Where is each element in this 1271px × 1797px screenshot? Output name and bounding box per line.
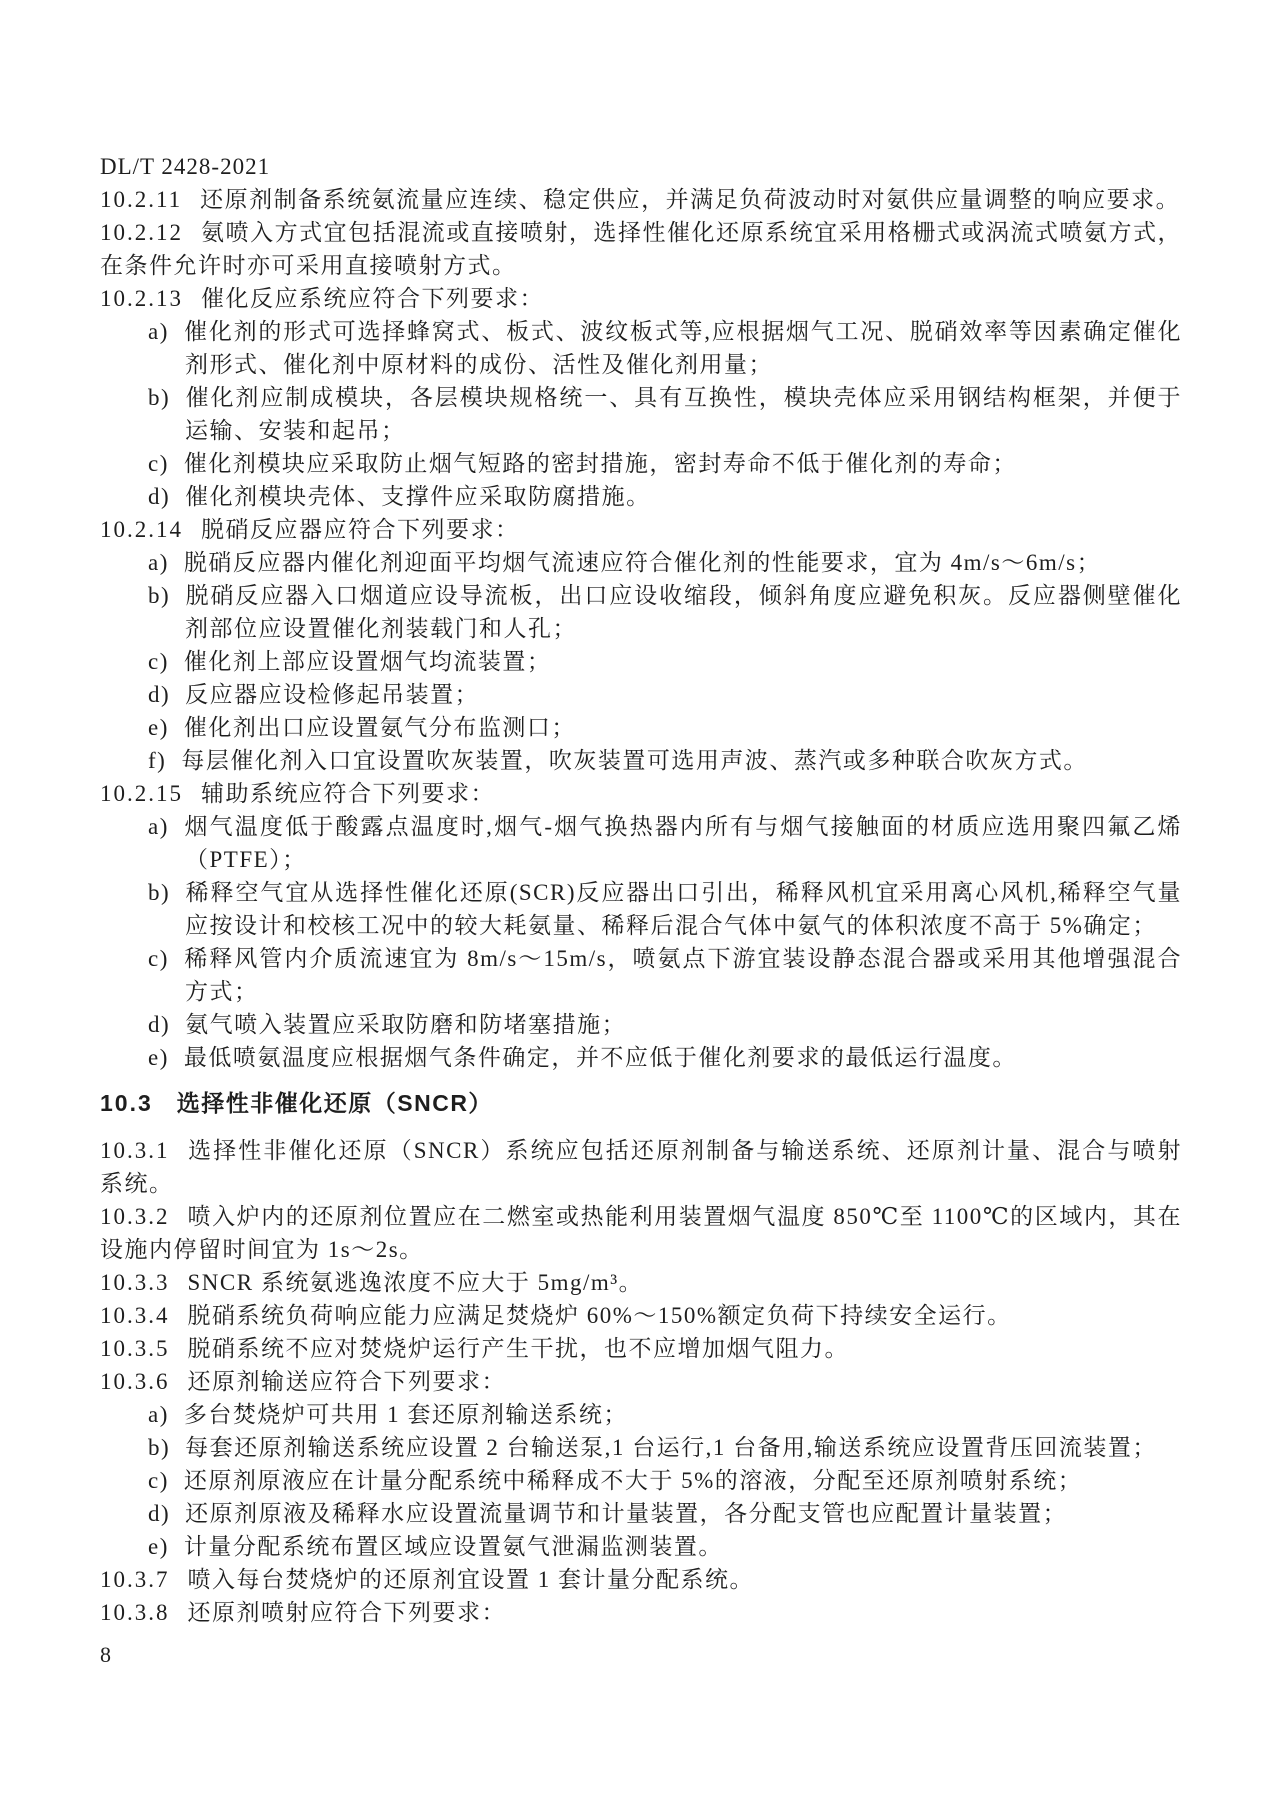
clause-10.3.4	[100, 1299, 1182, 1332]
item-letter: f)	[148, 748, 167, 773]
list-item-b	[100, 579, 1182, 645]
clause-text: 喷入每台焚烧炉的还原剂宜设置 1 套计量分配系统。	[187, 1567, 754, 1592]
clause-text: 每层催化剂入口宜设置吹灰装置，吹灰装置可选用声波、蒸汽或多种联合吹灰方式。	[181, 748, 1088, 773]
clause-text: 还原剂喷射应符合下列要求：	[187, 1600, 506, 1625]
item-letter: c)	[148, 1468, 169, 1493]
document-header: DL/T 2428-2021	[100, 154, 271, 179]
list-item-e	[100, 1530, 1182, 1563]
clause-text: 最低喷氨温度应根据烟气条件确定，并不应低于催化剂要求的最低运行温度。	[183, 1045, 1017, 1070]
clause-number: 10.3.3	[100, 1270, 170, 1295]
list-item-d	[100, 1008, 1182, 1041]
item-letter: e)	[148, 715, 169, 740]
clause-text: 烟气温度低于酸露点温度时,烟气-烟气换热器内所有与烟气接触面的材质应选用聚四氟乙烯（PTFE）；	[183, 814, 1182, 872]
clause-text: 还原剂输送应符合下列要求：	[187, 1369, 506, 1394]
item-letter: b)	[148, 1435, 171, 1460]
clause-10.2.12	[100, 216, 1182, 282]
list-item-e	[100, 1041, 1182, 1074]
clause-number: 10.3.8	[100, 1600, 170, 1625]
item-letter: c)	[148, 649, 169, 674]
page-content	[100, 150, 1182, 1693]
clause-text: 催化剂上部应设置烟气均流装置；	[183, 649, 552, 674]
clause-text: SNCR 系统氨逃逸浓度不应大于 5mg/m³。	[187, 1270, 644, 1295]
clause-10.3.3	[100, 1266, 1182, 1299]
list-item-b	[100, 876, 1182, 942]
clause-number: 10.2.15	[100, 781, 183, 806]
item-letter: b)	[148, 880, 171, 905]
item-letter: a)	[148, 319, 169, 344]
clause-text: 脱硝反应器入口烟道应设导流板，出口应设收缩段，倾斜角度应避免积灰。反应器侧壁催化剂部位应设置催化剂装载门和人孔；	[185, 583, 1182, 641]
item-letter: e)	[148, 1045, 169, 1070]
item-letter: c)	[148, 451, 169, 476]
list-item-b	[100, 381, 1182, 447]
item-letter: d)	[148, 484, 171, 509]
clause-10.2.13	[100, 282, 1182, 315]
document-body	[100, 183, 1182, 1629]
item-letter: a)	[148, 814, 169, 839]
item-letter: a)	[148, 550, 169, 575]
clause-number: 10.2.12	[100, 220, 183, 245]
list-item-a	[100, 1398, 1182, 1431]
clause-text: 还原剂原液及稀释水应设置流量调节和计量装置，各分配支管也应配置计量装置；	[185, 1501, 1068, 1526]
list-item-f	[100, 744, 1182, 777]
item-letter: d)	[148, 1501, 171, 1526]
item-letter: a)	[148, 1402, 169, 1427]
clause-text: 催化反应系统应符合下列要求：	[201, 286, 544, 311]
clause-10.2.14	[100, 513, 1182, 546]
list-item-c	[100, 645, 1182, 678]
clause-text: 还原剂制备系统氨流量应连续、稳定供应，并满足负荷波动时对氨供应量调整的响应要求。	[200, 187, 1181, 212]
clause-text: 辅助系统应符合下列要求：	[201, 781, 495, 806]
item-letter: d)	[148, 1012, 171, 1037]
clause-text: 催化剂模块壳体、支撑件应采取防腐措施。	[185, 484, 651, 509]
clause-text: 每套还原剂输送系统应设置 2 台输送泵,1 台运行,1 台备用,输送系统应设置背压回流装置；	[185, 1435, 1157, 1460]
list-item-a	[100, 810, 1182, 876]
clause-text: 催化剂出口应设置氨气分布监测口；	[183, 715, 576, 740]
page-number: 8	[100, 1642, 111, 1667]
clause-number: 10.2.13	[100, 286, 183, 311]
clause-10.3.6	[100, 1365, 1182, 1398]
list-item-d	[100, 480, 1182, 513]
clause-number: 10.3.5	[100, 1336, 170, 1361]
section-heading-10.3	[100, 1087, 1182, 1120]
clause-text: 氨喷入方式宜包括混流或直接喷射，选择性催化还原系统宜采用格栅式或涡流式喷氨方式，在条件允许时亦可采用直接喷射方式。	[100, 220, 1182, 278]
clause-text: 脱硝反应器应符合下列要求：	[201, 517, 520, 542]
clause-text: 催化剂模块应采取防止烟气短路的密封措施，密封寿命不低于催化剂的寿命；	[183, 451, 1017, 476]
item-letter: c)	[148, 946, 169, 971]
clause-text: 催化剂的形式可选择蜂窝式、板式、波纹板式等,应根据烟气工况、脱硝效率等因素确定催化剂形式、催化剂中原材料的成份、活性及催化剂用量；	[183, 319, 1182, 377]
clause-text: 反应器应设检修起吊装置；	[185, 682, 480, 707]
list-item-d	[100, 678, 1182, 711]
clause-10.3.2	[100, 1200, 1182, 1266]
clause-number: 10.2.14	[100, 517, 183, 542]
clause-10.2.15	[100, 777, 1182, 810]
clause-10.2.11	[100, 183, 1182, 216]
section-number: 10.3	[100, 1090, 153, 1116]
item-letter: b)	[148, 385, 171, 410]
list-item-c	[100, 942, 1182, 1008]
clause-text: 多台焚烧炉可共用 1 套还原剂输送系统；	[183, 1402, 628, 1427]
section-title: 选择性非催化还原（SNCR）	[176, 1090, 493, 1116]
clause-text: 稀释风管内介质流速宜为 8m/s～15m/s，喷氨点下游宜装设静态混合器或采用其他增强混合方式；	[183, 946, 1182, 1004]
list-item-c	[100, 1464, 1182, 1497]
clause-10.3.8	[100, 1596, 1182, 1629]
clause-text: 催化剂应制成模块，各层模块规格统一、具有互换性，模块壳体应采用钢结构框架，并便于运输、安装和起吊；	[185, 385, 1182, 443]
clause-text: 计量分配系统布置区域应设置氨气泄漏监测装置。	[183, 1534, 723, 1559]
clause-text: 脱硝系统不应对焚烧炉运行产生干扰，也不应增加烟气阻力。	[187, 1336, 849, 1361]
item-letter: e)	[148, 1534, 169, 1559]
item-letter: d)	[148, 682, 171, 707]
clause-10.3.7	[100, 1563, 1182, 1596]
list-item-d	[100, 1497, 1182, 1530]
clause-text: 脱硝反应器内催化剂迎面平均烟气流速应符合催化剂的性能要求，宜为 4m/s～6m/s；	[183, 550, 1102, 575]
list-item-a	[100, 315, 1182, 381]
clause-10.3.1	[100, 1134, 1182, 1200]
clause-number: 10.3.1	[100, 1138, 170, 1163]
list-item-c	[100, 447, 1182, 480]
clause-10.3.5	[100, 1332, 1182, 1365]
list-item-a	[100, 546, 1182, 579]
clause-number: 10.3.4	[100, 1303, 170, 1328]
clause-number: 10.3.7	[100, 1567, 170, 1592]
clause-text: 氨气喷入装置应采取防磨和防堵塞措施；	[185, 1012, 627, 1037]
clause-text: 还原剂原液应在计量分配系统中稀释成不大于 5%的溶液，分配至还原剂喷射系统；	[183, 1468, 1083, 1493]
clause-text: 选择性非催化还原（SNCR）系统应包括还原剂制备与输送系统、还原剂计量、混合与喷射系统。	[100, 1138, 1182, 1196]
clause-number: 10.3.2	[100, 1204, 170, 1229]
item-letter: b)	[148, 583, 171, 608]
list-item-b	[100, 1431, 1182, 1464]
clause-number: 10.2.11	[100, 187, 183, 212]
list-item-e	[100, 711, 1182, 744]
clause-number: 10.3.6	[100, 1369, 170, 1394]
clause-text: 脱硝系统负荷响应能力应满足焚烧炉 60%～150%额定负荷下持续安全运行。	[187, 1303, 1012, 1328]
clause-text: 喷入炉内的还原剂位置应在二燃室或热能利用装置烟气温度 850℃至 1100℃的区域内，其在设施内停留时间宜为 1s～2s。	[100, 1204, 1182, 1262]
clause-text: 稀释空气宜从选择性催化还原(SCR)反应器出口引出，稀释风机宜采用离心风机,稀释空气量应按设计和校核工况中的较大耗氨量、稀释后混合气体中氨气的体积浓度不高于 5%确定；	[185, 880, 1182, 938]
